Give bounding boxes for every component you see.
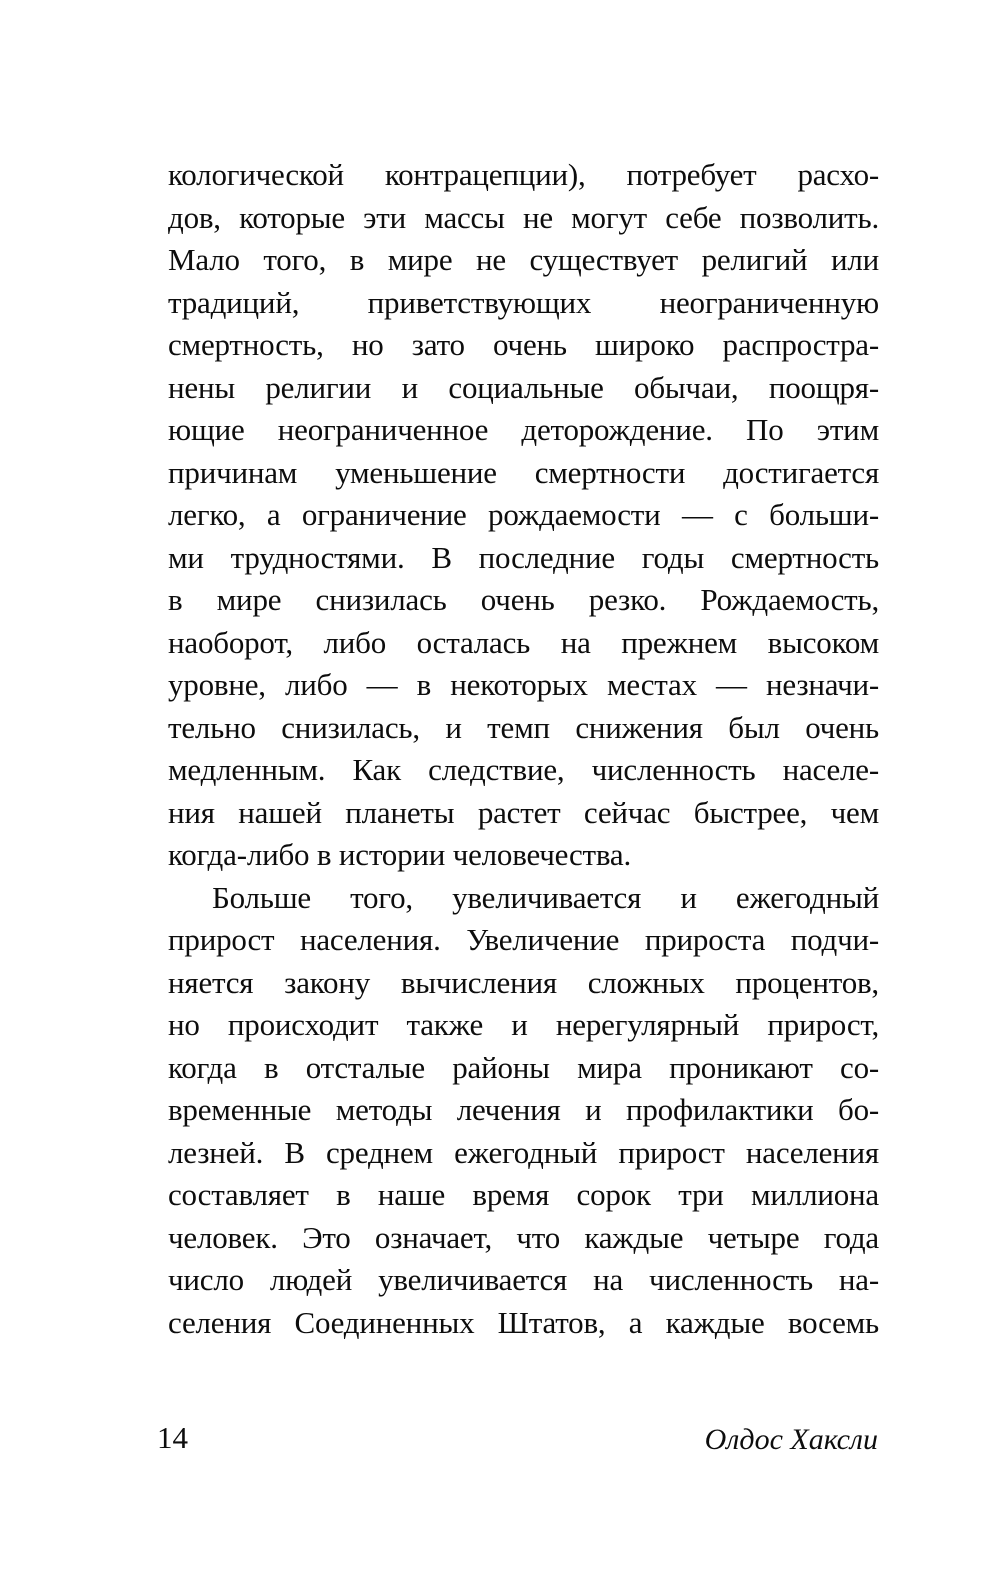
text-line: но происходит также и нерегулярный прирост, — [168, 1007, 879, 1042]
text-line: прирост населения. Увеличение прироста подчи- — [168, 922, 879, 957]
text-line: составляет в наше время сорок три миллиона — [168, 1177, 879, 1212]
text-line-paragraph-end: когда-либо в истории человечества. — [168, 837, 632, 872]
running-header-author: Олдос Хаксли — [704, 1423, 878, 1456]
text-line: няется закону вычисления сложных процентов, — [168, 964, 879, 1000]
text-line: число людей увеличивается на численность на- — [168, 1262, 879, 1297]
text-line-paragraph-start: Больше того, увеличивается и ежегодный — [212, 879, 879, 915]
text-line: селения Соединенных Штатов, а каждые восемь — [168, 1304, 879, 1340]
text-line: человек. Это означает, что каждые четыре года — [168, 1219, 879, 1255]
text-line: когда в отсталые районы мира проникают со- — [168, 1049, 879, 1085]
page-footer — [0, 1420, 1000, 1460]
text-line: тельно снизилась, и темп снижения был очень — [168, 709, 879, 745]
body-text — [168, 154, 879, 1344]
text-line: лезней. В среднем ежегодный прирост населения — [168, 1134, 879, 1170]
text-line: ющие неограниченное деторождение. По этим — [168, 412, 879, 447]
text-line: ми трудностями. В последние годы смертность — [168, 539, 879, 575]
text-line: медленным. Как следствие, численность населе- — [168, 752, 879, 787]
text-line: наоборот, либо осталась на прежнем высоком — [168, 624, 879, 660]
text-line: уровне, либо — в некоторых местах — незначи- — [168, 667, 879, 702]
text-line: нены религии и социальные обычаи, поощря- — [168, 369, 879, 405]
text-line: Мало того, в мире не существует религий или — [168, 242, 879, 277]
text-line: дов, которые эти массы не могут себе позволить. — [168, 199, 879, 235]
page-number: 14 — [157, 1420, 188, 1455]
text-line: традиций, приветствующих неограниченную — [168, 284, 879, 320]
text-line: легко, а ограничение рождаемости — с больши- — [168, 497, 879, 532]
text-line: ния нашей планеты растет сейчас быстрее, чем — [168, 794, 879, 830]
text-line: причинам уменьшение смертности достигается — [168, 454, 879, 490]
text-line: временные методы лечения и профилактики бо- — [168, 1092, 879, 1127]
text-line: смертность, но зато очень широко распростра- — [168, 327, 879, 362]
text-line: в мире снизилась очень резко. Рождаемость, — [168, 582, 879, 617]
text-line: кологической контрацепции), потребует расхо- — [168, 157, 879, 192]
